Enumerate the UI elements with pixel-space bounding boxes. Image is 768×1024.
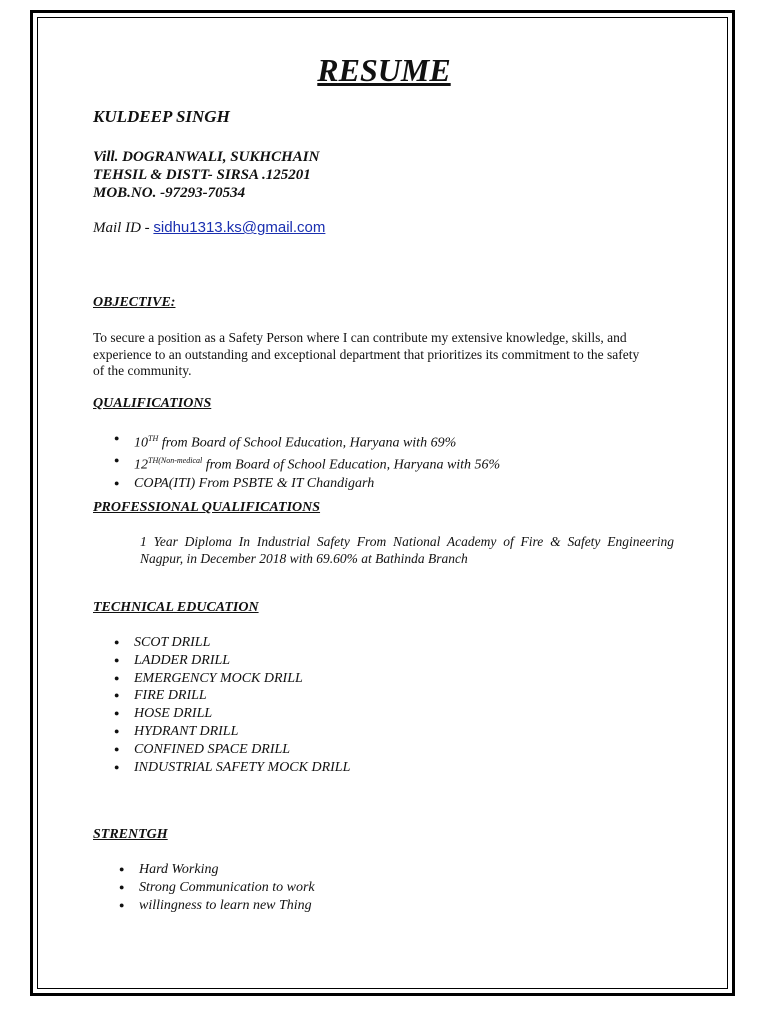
qualifications-list <box>114 430 501 493</box>
bullet-icon: ● <box>114 725 120 736</box>
list-item: ● INDUSTRIAL SAFETY MOCK DRILL <box>114 759 351 775</box>
list-item: ● LADDER DRILL <box>114 652 231 668</box>
bullet-icon: ● <box>114 637 120 647</box>
bullet-icon: ● <box>114 477 120 488</box>
technical-heading: TECHNICAL EDUCATION <box>93 600 259 615</box>
bullet-icon: ● <box>114 455 120 466</box>
candidate-name: KULDEEP SINGH <box>93 107 230 126</box>
bullet-icon: ● <box>119 899 125 910</box>
mail-label: Mail ID - <box>93 220 154 236</box>
objective-heading: OBJECTIVE: <box>93 295 176 310</box>
mobile-number: MOB.NO. -97293-70534 <box>93 185 246 201</box>
bullet-icon: ● <box>114 708 120 719</box>
address-line: TEHSIL & DISTT- SIRSA .125201 <box>93 167 311 183</box>
objective-text: To secure a position as a Safety Person where I can contribute my extensive knowledge, skills, and experience to an outstanding and exceptional department that prioritizes its commitment to the safety of the community. <box>93 330 640 378</box>
bullet-icon: ● <box>119 881 125 892</box>
technical-list <box>114 634 351 776</box>
qualifications-heading: QUALIFICATIONS <box>93 396 212 411</box>
list-item: ● 10TH from Board of School Education, Haryana with 69% <box>134 430 500 452</box>
mail-line <box>93 219 325 237</box>
list-item: ● FIRE DRILL <box>114 688 207 704</box>
list-item: ● willingness to learn new Thing <box>119 897 312 913</box>
bullet-icon: ● <box>114 433 120 443</box>
list-item: ● $12^{TH(Non-medical}$ from Board of School Education, Haryana with 56% <box>134 452 500 474</box>
address-line: Vill. DOGRANWALI, SUKHCHAIN <box>93 149 320 165</box>
strength-list <box>119 861 315 914</box>
list-item: ● EMERGENCY MOCK DRILL <box>114 670 303 686</box>
list-item: ● SCOT DRILL <box>114 635 211 650</box>
bullet-icon: ● <box>119 864 125 874</box>
address-block <box>93 148 319 202</box>
bullet-icon: ● <box>114 690 120 701</box>
list-item: ● COPA(ITI) From PSBTE & IT Chandigarh <box>114 475 375 491</box>
list-item: ● HYDRANT DRILL <box>114 723 239 739</box>
email-link[interactable]: sidhu1313.ks@gmail.com <box>153 219 326 236</box>
list-item: ● HOSE DRILL <box>114 706 213 722</box>
list-item: ● Strong Communication to work <box>119 879 315 895</box>
professional-text: 1 Year Diploma In Industrial Safety From National Academy of Fire & Safety Engineering Nagpur, in December 2018 with 69.60% at Bathinda Branch <box>140 534 674 566</box>
professional-heading: PROFESSIONAL QUALIFICATIONS <box>93 500 321 515</box>
bullet-icon: ● <box>114 672 120 683</box>
list-item: ● Hard Working <box>119 862 219 877</box>
bullet-icon: ● <box>114 743 120 754</box>
bullet-icon: ● <box>114 761 120 772</box>
bullet-icon: ● <box>114 654 120 665</box>
resume-title: RESUME <box>317 52 451 88</box>
strength-heading: STRENTGH <box>93 827 168 842</box>
list-item: ● CONFINED SPACE DRILL <box>114 741 291 757</box>
